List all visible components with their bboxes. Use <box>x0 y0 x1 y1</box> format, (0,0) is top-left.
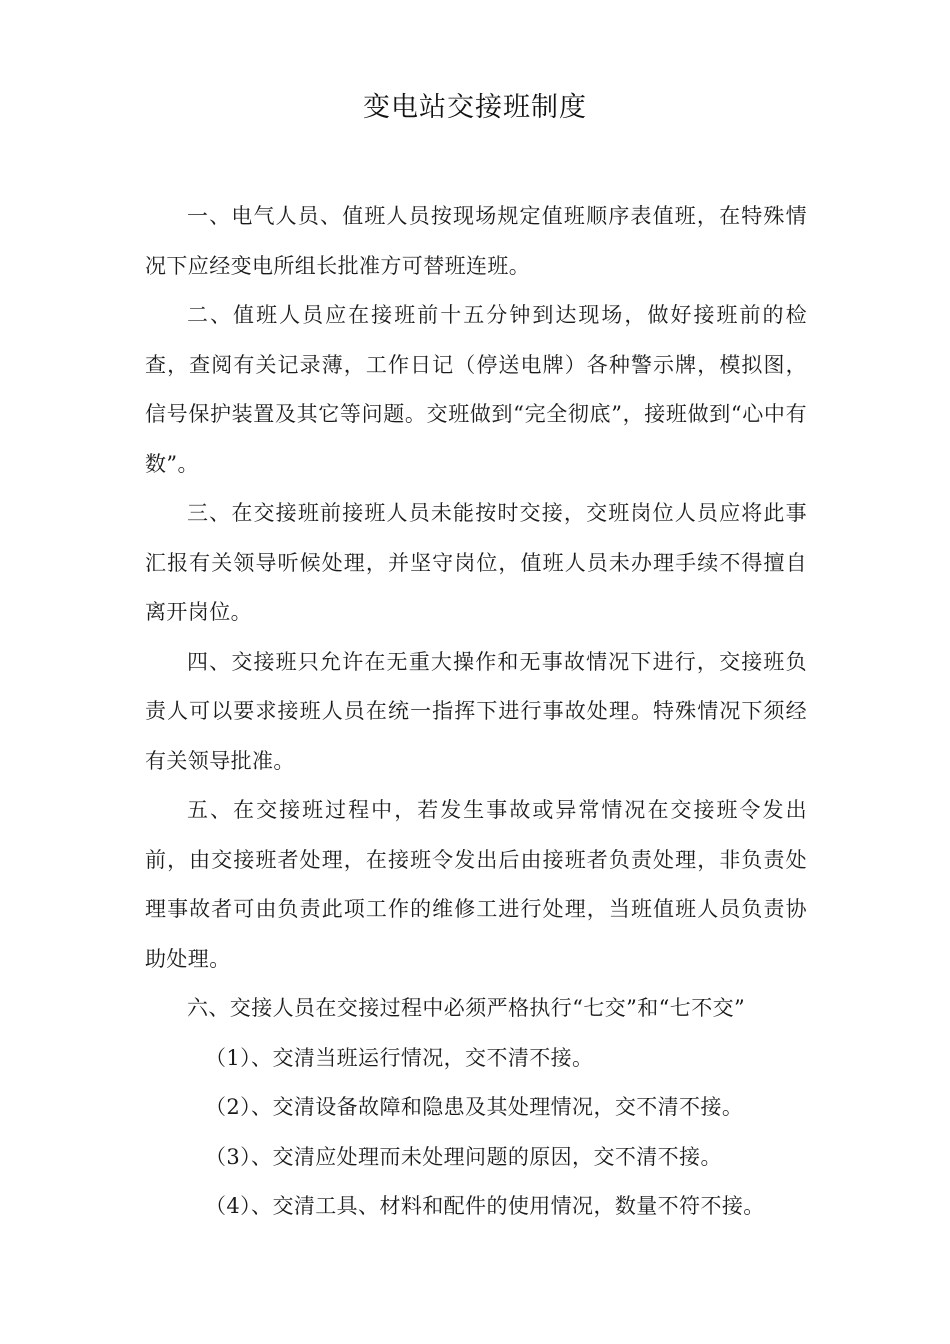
paragraph-4: 四、交接班只允许在无重大操作和无事故情况下进行，交接班负责人可以要求接班人员在统一指挥下进行事故处理。特殊情况下须经有关领导批准。 <box>145 649 807 773</box>
document-body <box>145 192 807 1232</box>
paragraph-3: 三、在交接班前接班人员未能按时交接，交班岗位人员应将此事汇报有关领导听候处理，并坚守岗位，值班人员未办理手续不得擅自离开岗位。 <box>145 501 807 624</box>
paragraph-5: 五、在交接班过程中，若发生事故或异常情况在交接班令发出前，由交接班者处理，在接班令发出后由接班者负责处理，非负责处理事故者可由负责此项工作的维修工进行处理，当班值班人员负责协助处理。 <box>145 798 807 971</box>
paragraph-6: 六、交接人员在交接过程中必须严格执行“七交”和“七不交” <box>187 996 746 1020</box>
list-item: （1）、交清当班运行情况，交不清不接。 <box>205 1045 594 1070</box>
list-item: （2）、交清设备故障和隐患及其处理情况，交不清不接。 <box>205 1095 744 1119</box>
list-item: （4）、交清工具、材料和配件的使用情况，数量不符不接。 <box>205 1194 765 1218</box>
document-title: 变电站交接班制度 <box>363 92 587 123</box>
list-item: （3）、交清应处理而未处理问题的原因，交不清不接。 <box>205 1144 722 1169</box>
paragraph-1: 一、电气人员、值班人员按现场规定值班顺序表值班，在特殊情况下应经变电所组长批准方可替班连班。 <box>145 204 807 278</box>
paragraph-2: 二、值班人员应在接班前十五分钟到达现场，做好接班前的检查，查阅有关记录薄，工作日记（停送电牌）各种警示牌，模拟图，信号保护装置及其它等问题。交班做到“完全彻底”，接班做到“心中有数”。 <box>145 303 807 476</box>
